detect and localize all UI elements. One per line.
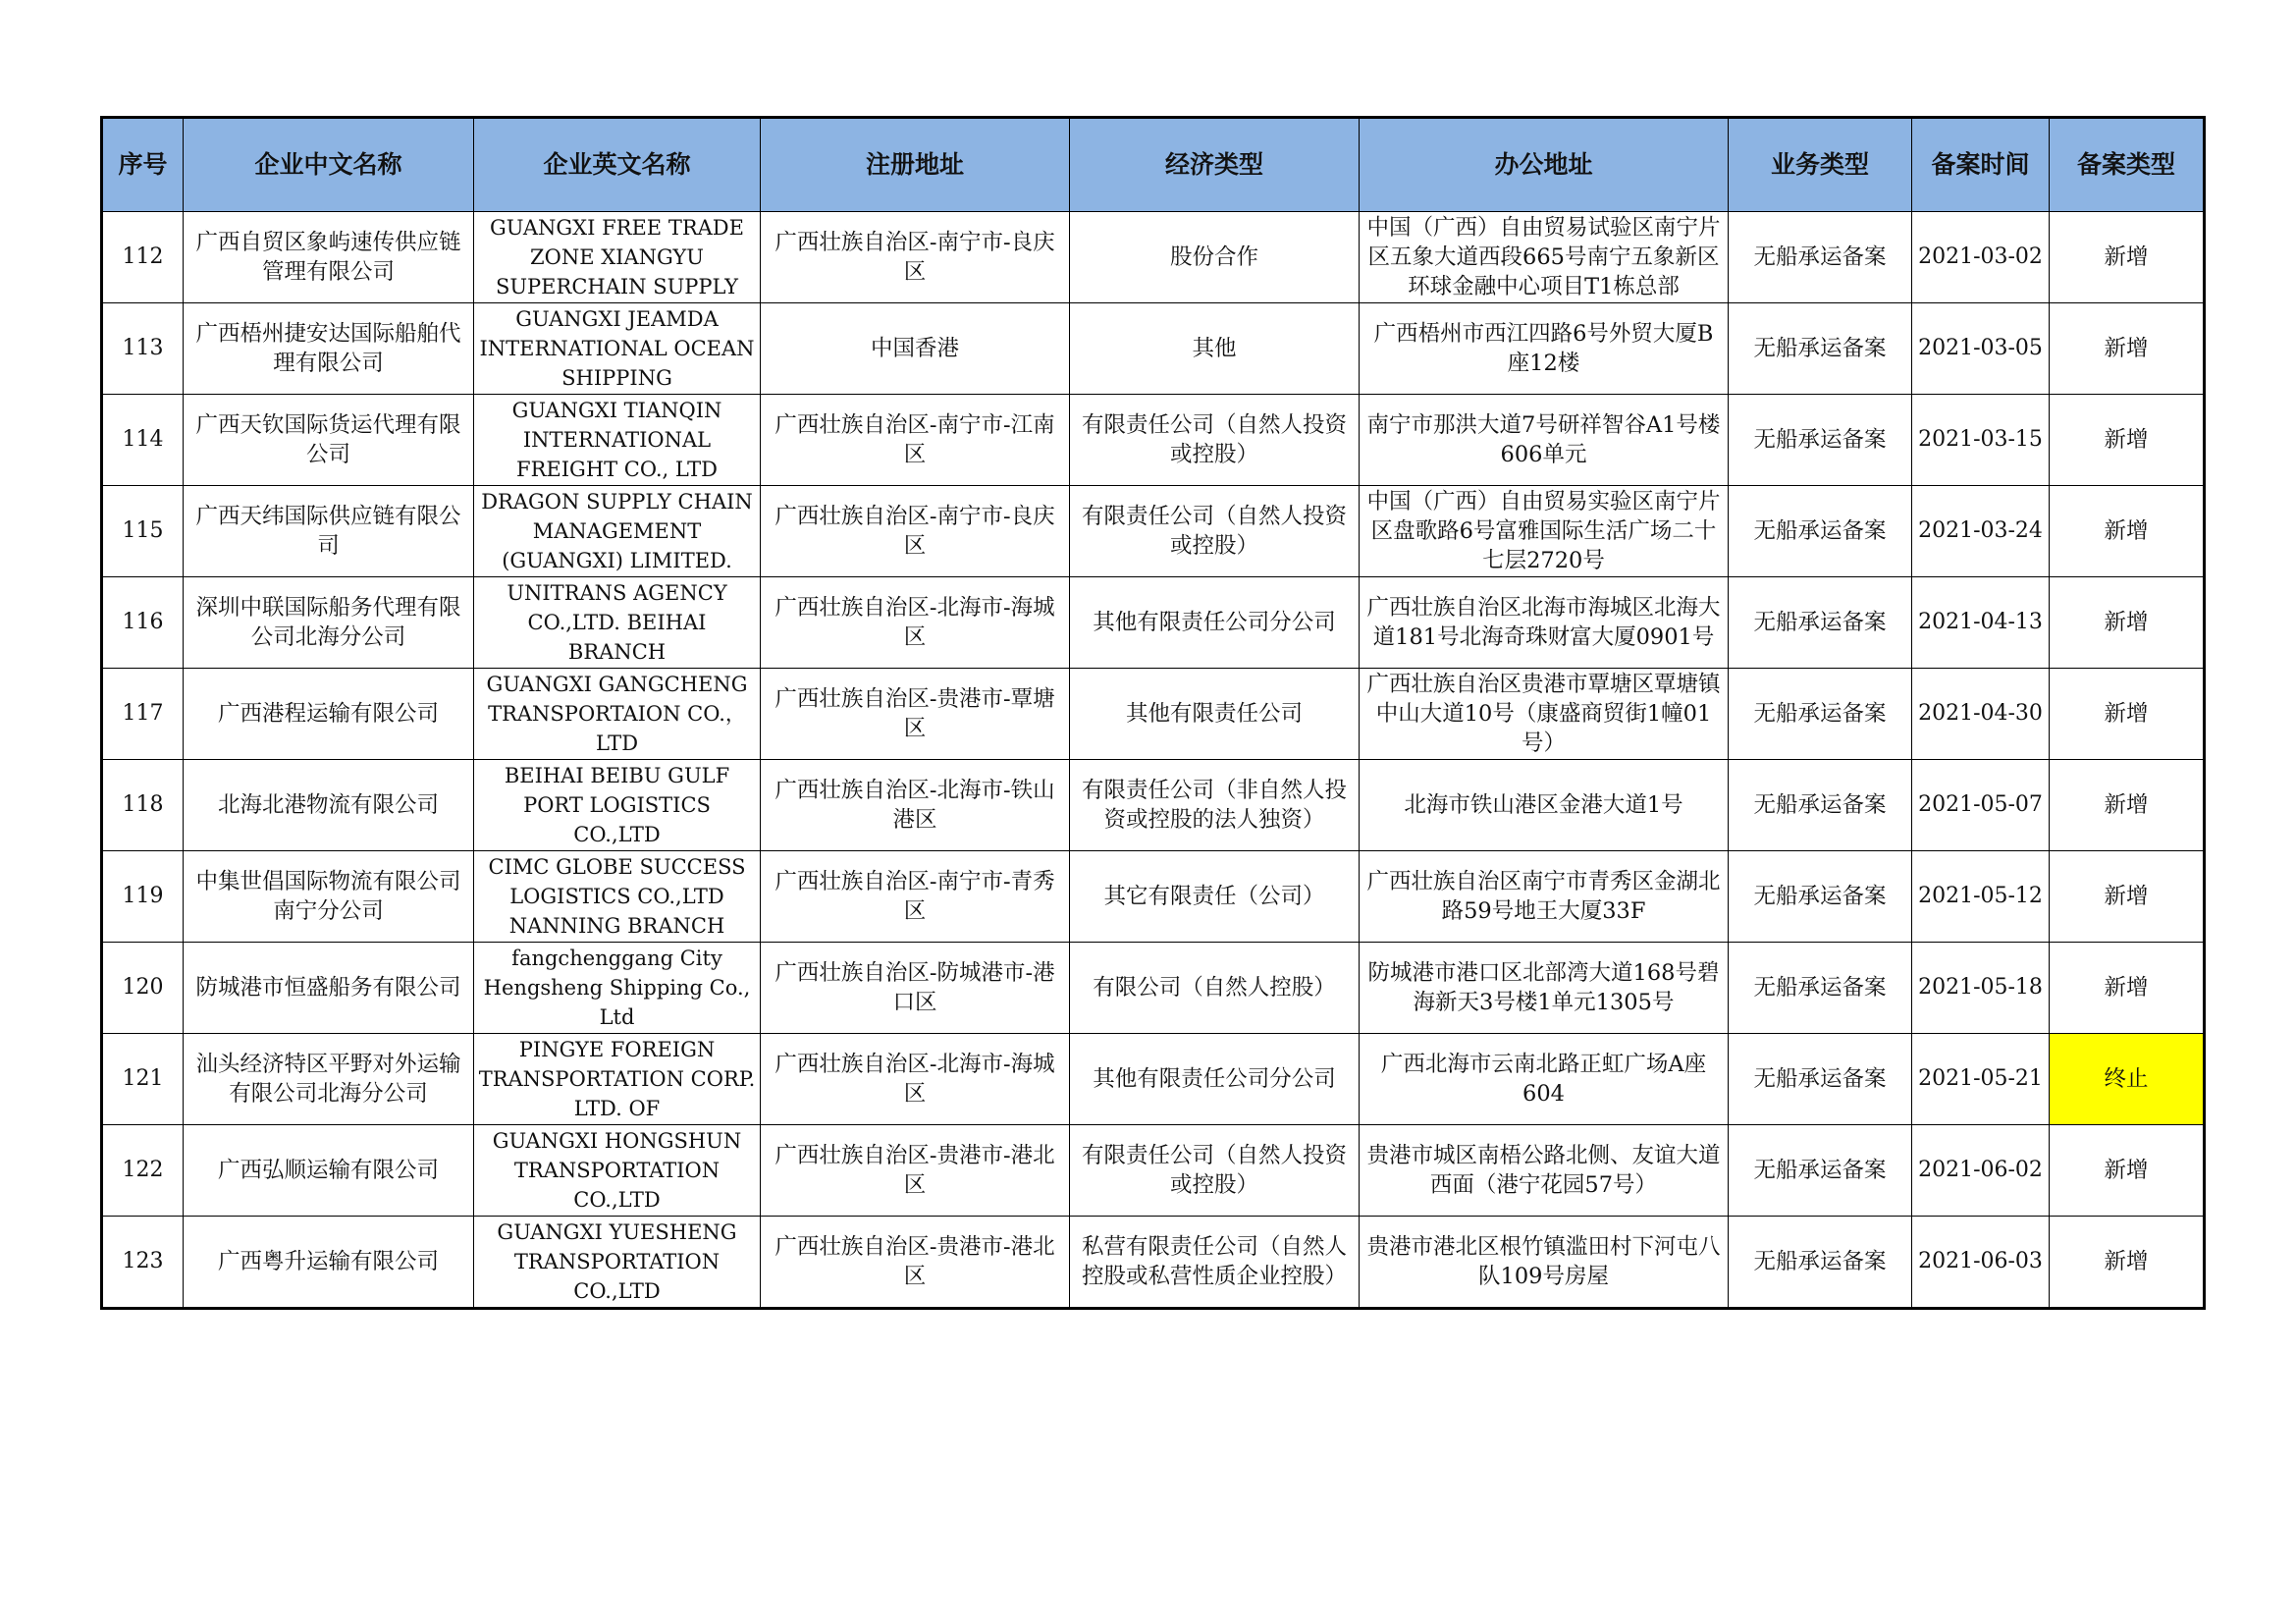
cell-date: 2021-03-15 — [1912, 395, 2050, 486]
cell-seq: 112 — [102, 212, 184, 303]
cell-office-address: 南宁市那洪大道7号研祥智谷A1号楼606单元 — [1360, 395, 1729, 486]
cell-reg-address: 广西壮族自治区-南宁市-青秀区 — [761, 851, 1070, 943]
cell-seq: 119 — [102, 851, 184, 943]
cell-econ-type: 私营有限责任公司（自然人控股或私营性质企业控股） — [1070, 1217, 1360, 1309]
cell-seq: 117 — [102, 669, 184, 760]
cell-filing-type: 新增 — [2050, 669, 2205, 760]
cell-business: 无船承运备案 — [1729, 1034, 1912, 1125]
cell-name-cn: 防城港市恒盛船务有限公司 — [184, 943, 474, 1034]
cell-name-en: PINGYE FOREIGN TRANSPORTATION CORP. LTD. OF — [474, 1034, 761, 1125]
table-header-row — [102, 118, 2205, 212]
cell-reg-address: 广西壮族自治区-防城港市-港口区 — [761, 943, 1070, 1034]
cell-date: 2021-06-02 — [1912, 1125, 2050, 1217]
cell-business: 无船承运备案 — [1729, 1217, 1912, 1309]
cell-office-address: 广西北海市云南北路正虹广场A座604 — [1360, 1034, 1729, 1125]
cell-filing-type: 新增 — [2050, 486, 2205, 577]
table-row — [102, 851, 2205, 943]
cell-reg-address: 广西壮族自治区-北海市-铁山港区 — [761, 760, 1070, 851]
cell-office-address: 中国（广西）自由贸易实验区南宁片区盘歌路6号富雅国际生活广场二十七层2720号 — [1360, 486, 1729, 577]
cell-filing-type: 新增 — [2050, 1217, 2205, 1309]
cell-date: 2021-05-07 — [1912, 760, 2050, 851]
cell-name-en: BEIHAI BEIBU GULF PORT LOGISTICS CO.,LTD — [474, 760, 761, 851]
column-header-business: 业务类型 — [1729, 118, 1912, 212]
cell-filing-type: 新增 — [2050, 943, 2205, 1034]
cell-name-cn: 北海北港物流有限公司 — [184, 760, 474, 851]
cell-date: 2021-05-21 — [1912, 1034, 2050, 1125]
cell-name-cn: 广西梧州捷安达国际船舶代理有限公司 — [184, 303, 474, 395]
cell-filing-type: 终止 — [2050, 1034, 2205, 1125]
table-row — [102, 943, 2205, 1034]
cell-reg-address: 广西壮族自治区-南宁市-良庆区 — [761, 212, 1070, 303]
cell-date: 2021-05-12 — [1912, 851, 2050, 943]
cell-business: 无船承运备案 — [1729, 395, 1912, 486]
cell-seq: 115 — [102, 486, 184, 577]
cell-filing-type: 新增 — [2050, 851, 2205, 943]
cell-econ-type: 有限责任公司（自然人投资或控股） — [1070, 486, 1360, 577]
table-row — [102, 577, 2205, 669]
cell-name-cn: 广西港程运输有限公司 — [184, 669, 474, 760]
column-header-seq: 序号 — [102, 118, 184, 212]
cell-office-address: 广西壮族自治区北海市海城区北海大道181号北海奇珠财富大厦0901号 — [1360, 577, 1729, 669]
cell-name-cn: 广西天纬国际供应链有限公司 — [184, 486, 474, 577]
column-header-name-cn: 企业中文名称 — [184, 118, 474, 212]
cell-filing-type: 新增 — [2050, 760, 2205, 851]
cell-name-en: GUANGXI JEAMDA INTERNATIONAL OCEAN SHIPPING — [474, 303, 761, 395]
cell-reg-address: 广西壮族自治区-贵港市-港北区 — [761, 1125, 1070, 1217]
cell-reg-address: 中国香港 — [761, 303, 1070, 395]
cell-business: 无船承运备案 — [1729, 1125, 1912, 1217]
cell-econ-type: 有限责任公司（非自然人投资或控股的法人独资） — [1070, 760, 1360, 851]
cell-name-cn: 中集世倡国际物流有限公司南宁分公司 — [184, 851, 474, 943]
table-row — [102, 1034, 2205, 1125]
cell-filing-type: 新增 — [2050, 212, 2205, 303]
column-header-econ-type: 经济类型 — [1070, 118, 1360, 212]
table-row — [102, 760, 2205, 851]
column-header-office-address: 办公地址 — [1360, 118, 1729, 212]
cell-date: 2021-03-24 — [1912, 486, 2050, 577]
cell-business: 无船承运备案 — [1729, 760, 1912, 851]
table-body — [102, 212, 2205, 1309]
column-header-name-en: 企业英文名称 — [474, 118, 761, 212]
column-header-filing-type: 备案类型 — [2050, 118, 2205, 212]
cell-filing-type: 新增 — [2050, 303, 2205, 395]
cell-name-cn: 广西弘顺运输有限公司 — [184, 1125, 474, 1217]
table-row — [102, 303, 2205, 395]
cell-seq: 120 — [102, 943, 184, 1034]
cell-date: 2021-03-05 — [1912, 303, 2050, 395]
cell-date: 2021-05-18 — [1912, 943, 2050, 1034]
column-header-date: 备案时间 — [1912, 118, 2050, 212]
cell-name-en: UNITRANS AGENCY CO.,LTD. BEIHAI BRANCH — [474, 577, 761, 669]
cell-seq: 118 — [102, 760, 184, 851]
cell-name-en: GUANGXI FREE TRADE ZONE XIANGYU SUPERCHAIN SUPPLY — [474, 212, 761, 303]
cell-filing-type: 新增 — [2050, 577, 2205, 669]
cell-reg-address: 广西壮族自治区-南宁市-良庆区 — [761, 486, 1070, 577]
column-header-reg-address: 注册地址 — [761, 118, 1070, 212]
cell-name-cn: 深圳中联国际船务代理有限公司北海分公司 — [184, 577, 474, 669]
cell-name-en: GUANGXI GANGCHENG TRANSPORTAION CO.，LTD — [474, 669, 761, 760]
cell-econ-type: 其他 — [1070, 303, 1360, 395]
cell-office-address: 广西壮族自治区贵港市覃塘区覃塘镇中山大道10号（康盛商贸街1幢01号） — [1360, 669, 1729, 760]
cell-filing-type: 新增 — [2050, 1125, 2205, 1217]
cell-econ-type: 有限责任公司（自然人投资或控股） — [1070, 1125, 1360, 1217]
cell-office-address: 中国（广西）自由贸易试验区南宁片区五象大道西段665号南宁五象新区环球金融中心项目T1栋总部 — [1360, 212, 1729, 303]
cell-econ-type: 有限责任公司（自然人投资或控股） — [1070, 395, 1360, 486]
cell-reg-address: 广西壮族自治区-贵港市-覃塘区 — [761, 669, 1070, 760]
cell-seq: 114 — [102, 395, 184, 486]
cell-date: 2021-04-30 — [1912, 669, 2050, 760]
table-row — [102, 395, 2205, 486]
cell-office-address: 广西梧州市西江四路6号外贸大厦B座12楼 — [1360, 303, 1729, 395]
cell-reg-address: 广西壮族自治区-贵港市-港北区 — [761, 1217, 1070, 1309]
cell-office-address: 防城港市港口区北部湾大道168号碧海新天3号楼1单元1305号 — [1360, 943, 1729, 1034]
cell-econ-type: 其他有限责任公司分公司 — [1070, 1034, 1360, 1125]
cell-econ-type: 其它有限责任（公司） — [1070, 851, 1360, 943]
cell-name-en: fangchenggang City Hengsheng Shipping Co., Ltd — [474, 943, 761, 1034]
cell-business: 无船承运备案 — [1729, 577, 1912, 669]
cell-reg-address: 广西壮族自治区-南宁市-江南区 — [761, 395, 1070, 486]
cell-seq: 121 — [102, 1034, 184, 1125]
cell-business: 无船承运备案 — [1729, 212, 1912, 303]
cell-econ-type: 有限公司（自然人控股） — [1070, 943, 1360, 1034]
cell-office-address: 北海市铁山港区金港大道1号 — [1360, 760, 1729, 851]
cell-reg-address: 广西壮族自治区-北海市-海城区 — [761, 1034, 1070, 1125]
cell-filing-type: 新增 — [2050, 395, 2205, 486]
cell-seq: 113 — [102, 303, 184, 395]
cell-reg-address: 广西壮族自治区-北海市-海城区 — [761, 577, 1070, 669]
cell-seq: 123 — [102, 1217, 184, 1309]
cell-office-address: 贵港市港北区根竹镇滥田村下河屯八队109号房屋 — [1360, 1217, 1729, 1309]
cell-name-cn: 广西粤升运输有限公司 — [184, 1217, 474, 1309]
cell-name-cn: 汕头经济特区平野对外运输有限公司北海分公司 — [184, 1034, 474, 1125]
cell-office-address: 贵港市城区南梧公路北侧、友谊大道西面（港宁花园57号） — [1360, 1125, 1729, 1217]
cell-name-cn: 广西自贸区象屿速传供应链管理有限公司 — [184, 212, 474, 303]
cell-seq: 116 — [102, 577, 184, 669]
filing-registry-table — [100, 116, 2206, 1310]
table-row — [102, 1217, 2205, 1309]
cell-name-en: CIMC GLOBE SUCCESS LOGISTICS CO.,LTD NANNING BRANCH — [474, 851, 761, 943]
cell-office-address: 广西壮族自治区南宁市青秀区金湖北路59号地王大厦33F — [1360, 851, 1729, 943]
cell-econ-type: 股份合作 — [1070, 212, 1360, 303]
cell-business: 无船承运备案 — [1729, 486, 1912, 577]
cell-name-en: GUANGXI HONGSHUN TRANSPORTATION CO.,LTD — [474, 1125, 761, 1217]
cell-business: 无船承运备案 — [1729, 669, 1912, 760]
table-row — [102, 1125, 2205, 1217]
table-row — [102, 212, 2205, 303]
cell-name-en: DRAGON SUPPLY CHAIN MANAGEMENT (GUANGXI) LIMITED. — [474, 486, 761, 577]
table-row — [102, 486, 2205, 577]
cell-date: 2021-04-13 — [1912, 577, 2050, 669]
table-row — [102, 669, 2205, 760]
cell-date: 2021-06-03 — [1912, 1217, 2050, 1309]
cell-business: 无船承运备案 — [1729, 851, 1912, 943]
cell-name-en: GUANGXI YUESHENG TRANSPORTATION CO.,LTD — [474, 1217, 761, 1309]
cell-name-cn: 广西天钦国际货运代理有限公司 — [184, 395, 474, 486]
cell-business: 无船承运备案 — [1729, 303, 1912, 395]
cell-business: 无船承运备案 — [1729, 943, 1912, 1034]
cell-econ-type: 其他有限责任公司分公司 — [1070, 577, 1360, 669]
cell-date: 2021-03-02 — [1912, 212, 2050, 303]
cell-seq: 122 — [102, 1125, 184, 1217]
cell-name-en: GUANGXI TIANQIN INTERNATIONAL FREIGHT CO., LTD — [474, 395, 761, 486]
cell-econ-type: 其他有限责任公司 — [1070, 669, 1360, 760]
